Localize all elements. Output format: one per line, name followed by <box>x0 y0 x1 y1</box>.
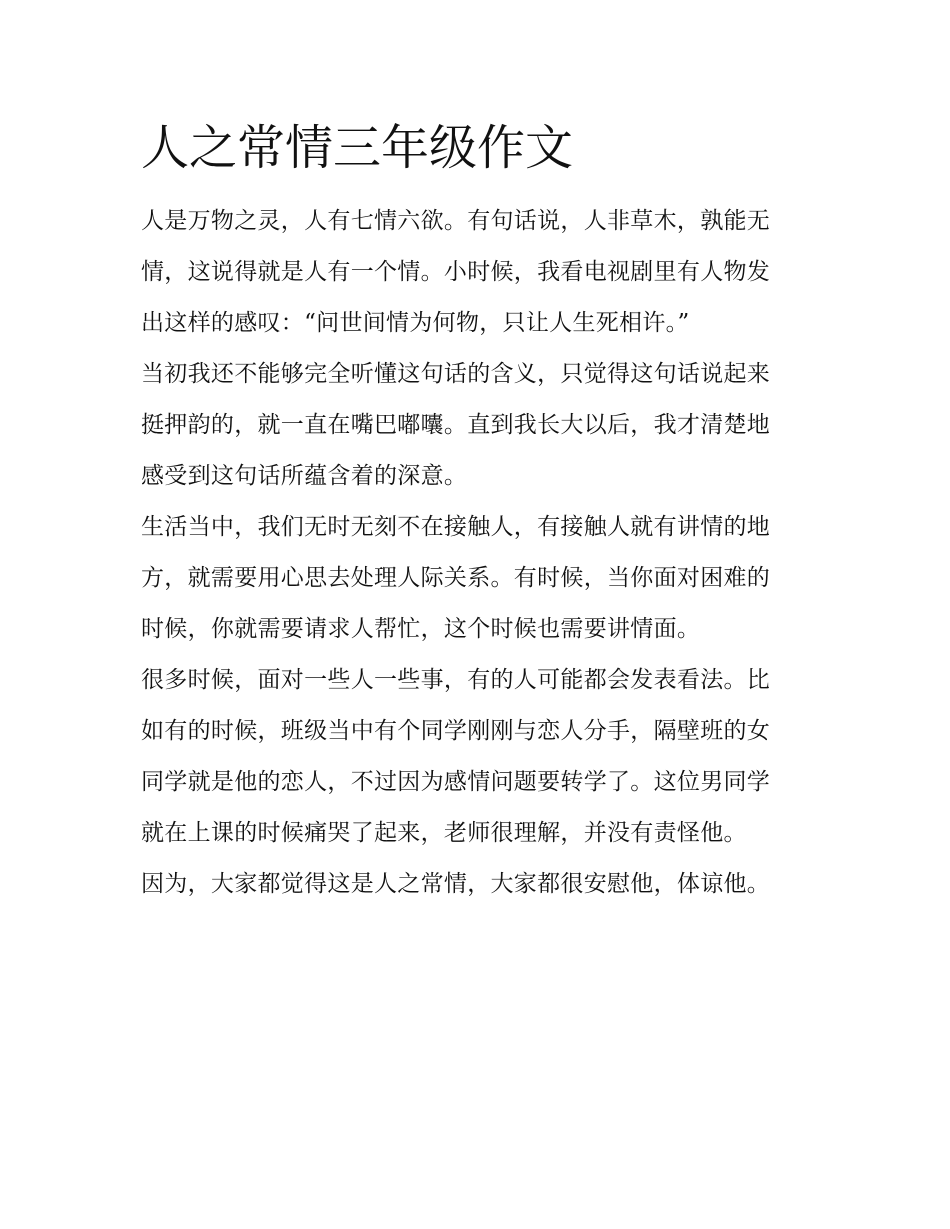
paragraph-line: 就在上课的时候痛哭了起来，老师很理解，并没有责怪他。 <box>141 820 747 846</box>
paragraph-line: 很多时候，面对一些人一些事，有的人可能都会发表看法。比 <box>141 667 771 693</box>
paragraph-line: 同学就是他的恋人，不过因为感情问题要转学了。这位男同学 <box>141 769 771 795</box>
paragraph-line: 方，就需要用心思去处理人际关系。有时候，当你面对困难的 <box>141 565 771 591</box>
paragraph-line: 生活当中，我们无时无刻不在接触人，有接触人就有讲情的地 <box>141 514 771 540</box>
paragraph-5 <box>141 859 821 910</box>
paragraph-line: 情，这说得就是人有一个情。小时候，我看电视剧里有人物发 <box>141 259 771 285</box>
paragraph-line: 时候，你就需要请求人帮忙，这个时候也需要讲情面。 <box>141 616 701 642</box>
paragraph-3 <box>141 502 821 655</box>
paragraph-line: 挺押韵的，就一直在嘴巴嘟囔。直到我长大以后，我才清楚地 <box>141 412 771 438</box>
document-body <box>141 196 821 910</box>
paragraph-1 <box>141 196 821 349</box>
paragraph-line: 当初我还不能够完全听懂这句话的含义，只觉得这句话说起来 <box>141 361 771 387</box>
paragraph-line: 如有的时候，班级当中有个同学刚刚与恋人分手，隔壁班的女 <box>141 718 771 744</box>
paragraph-2 <box>141 349 821 502</box>
paragraph-line: 人是万物之灵，人有七情六欲。有句话说，人非草木，孰能无 <box>141 208 771 234</box>
document-title: 人之常情三年级作文 <box>141 120 574 176</box>
paragraph-line: 感受到这句话所蕴含着的深意。 <box>141 463 468 489</box>
paragraph-line: 因为，大家都觉得这是人之常情，大家都很安慰他，体谅他。 <box>141 871 771 897</box>
paragraph-line: 出这样的感叹：“问世间情为何物，只让人生死相许。” <box>141 310 690 336</box>
paragraph-4 <box>141 655 821 859</box>
